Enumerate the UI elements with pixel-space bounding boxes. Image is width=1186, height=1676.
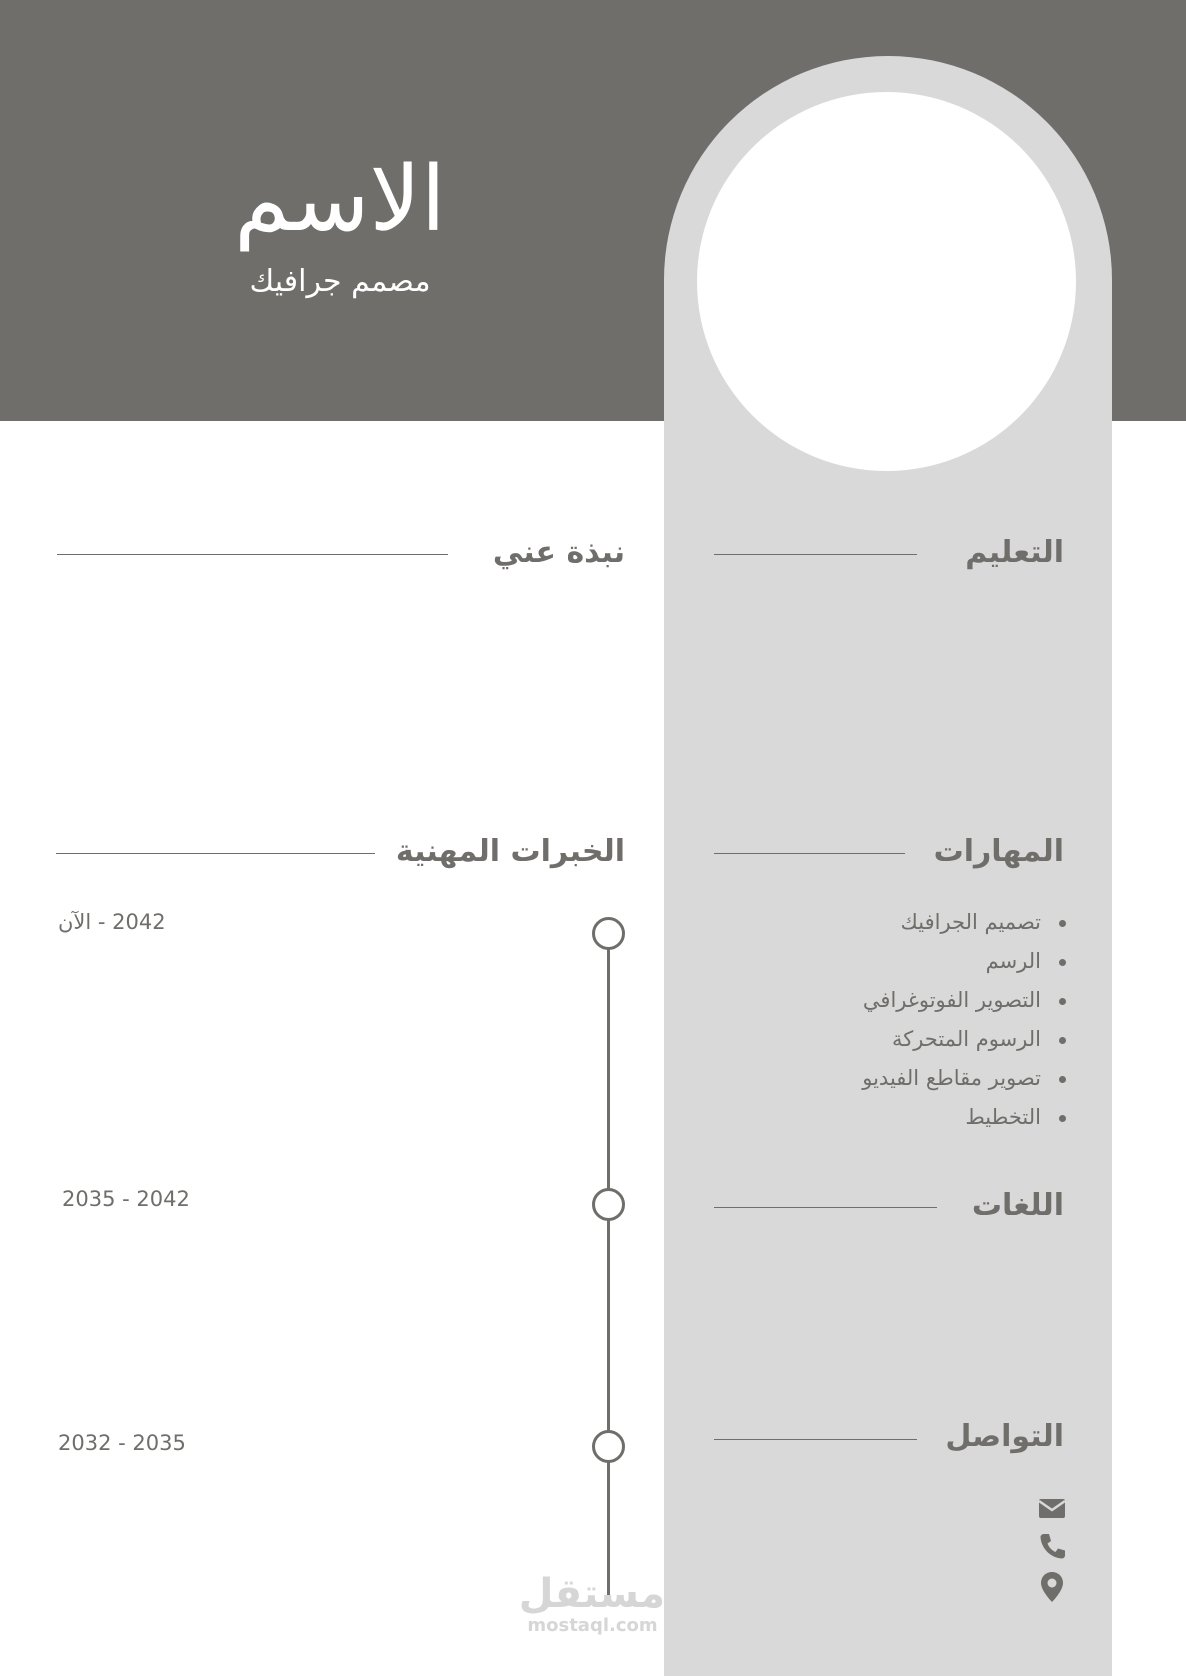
- skill-item: الرسم: [840, 943, 1080, 982]
- watermark-latin: mostaql.com: [527, 1615, 658, 1636]
- email-icon: [1036, 1492, 1068, 1524]
- location-icon: [1036, 1570, 1068, 1604]
- experience-date: 2042 - الآن: [58, 910, 166, 934]
- skill-item: الرسوم المتحركة: [840, 1021, 1080, 1060]
- experience-heading: الخبرات المهنية: [395, 834, 625, 869]
- photo-placeholder: [697, 92, 1076, 471]
- skill-item: التصوير الفوتوغرافي: [840, 982, 1080, 1021]
- timeline-dot: [592, 1188, 625, 1221]
- skills-heading: المهارات: [933, 834, 1064, 869]
- skills-rule: [714, 853, 905, 854]
- contact-heading: التواصل: [945, 1419, 1064, 1454]
- timeline-line: [607, 948, 610, 1598]
- skill-item: تصوير مقاطع الفيديو: [840, 1060, 1080, 1099]
- skills-list: [840, 904, 1080, 1138]
- skill-item: التخطيط: [840, 1099, 1080, 1138]
- about-rule: [57, 554, 448, 555]
- education-heading: التعليم: [965, 535, 1064, 570]
- timeline-dot: [592, 917, 625, 950]
- about-heading: نبذة عني: [492, 535, 625, 570]
- experience-rule: [56, 853, 375, 854]
- languages-heading: اللغات: [971, 1188, 1064, 1223]
- languages-rule: [714, 1207, 937, 1208]
- watermark: [520, 1572, 665, 1636]
- name: الاسم: [234, 147, 446, 252]
- experience-date: 2035 - 2032: [58, 1431, 186, 1455]
- education-rule: [714, 554, 917, 555]
- experience-date: 2042 - 2035: [62, 1187, 190, 1211]
- job-title: مصمم جرافيك: [249, 264, 431, 299]
- watermark-arabic: مستقل: [518, 1571, 665, 1617]
- phone-icon: [1036, 1530, 1068, 1562]
- contact-rule: [714, 1439, 917, 1440]
- skill-item: تصميم الجرافيك: [840, 904, 1080, 943]
- timeline-dot: [592, 1430, 625, 1463]
